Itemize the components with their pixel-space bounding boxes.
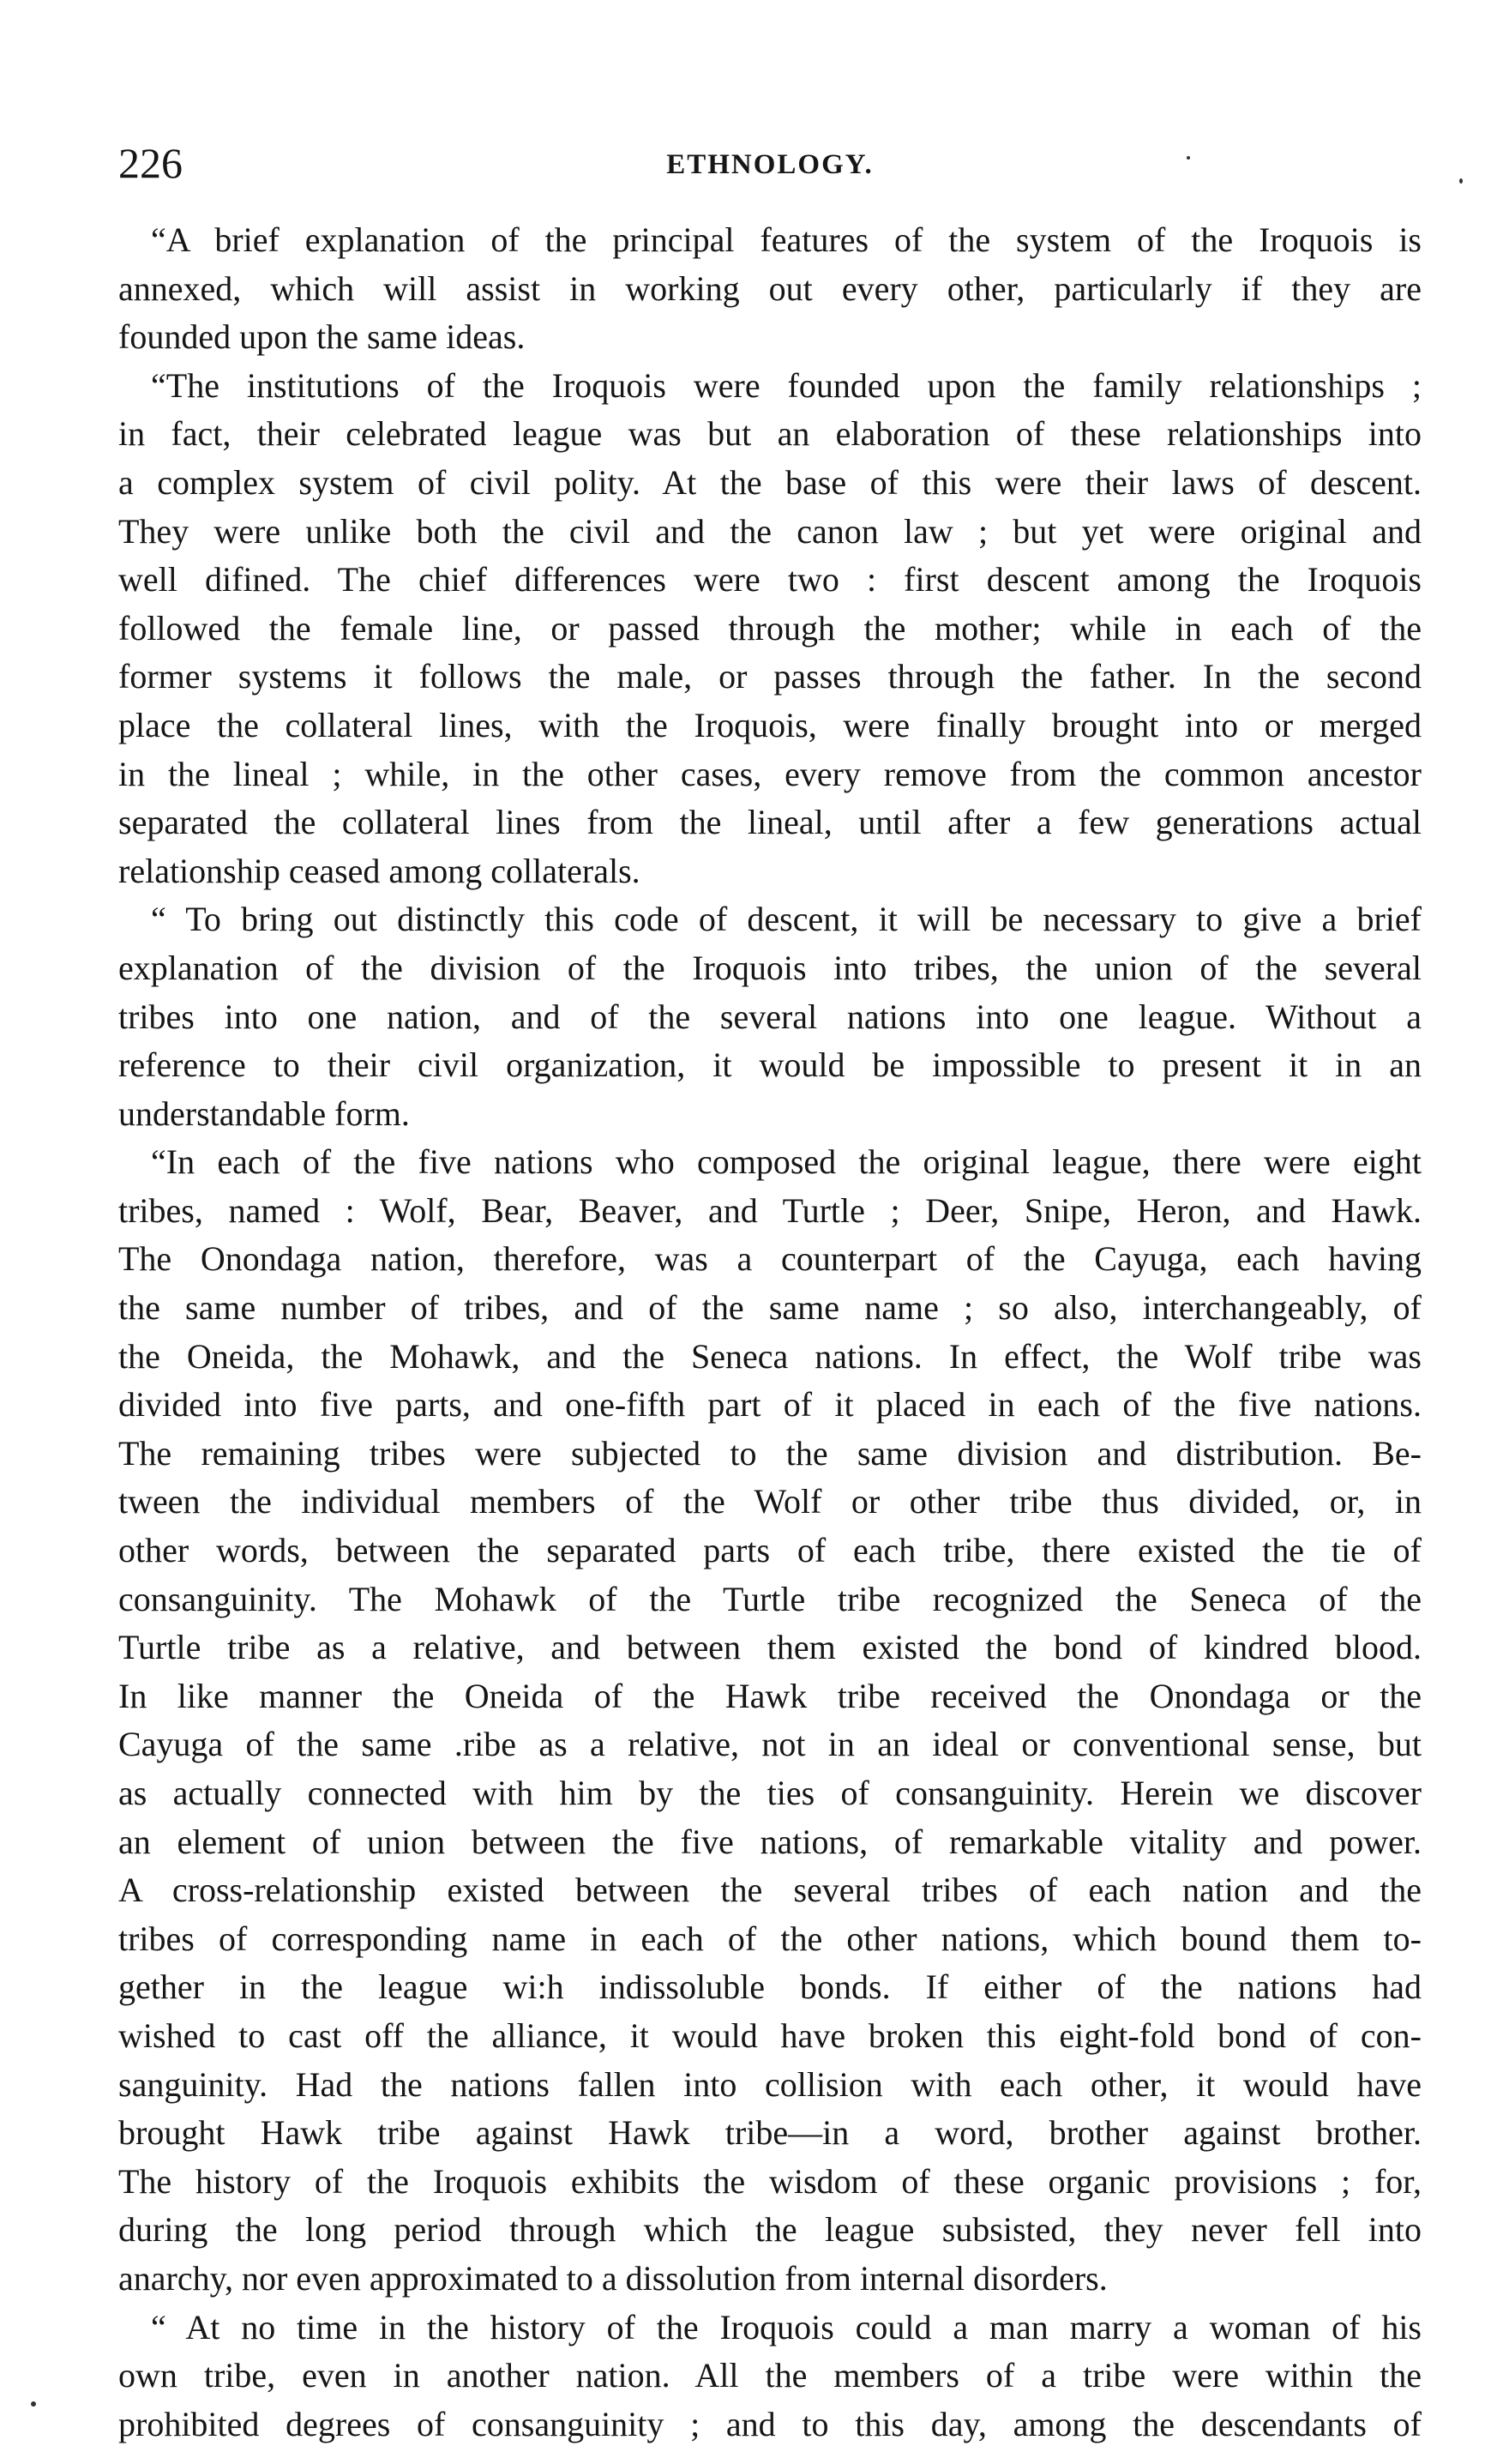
paragraph bbox=[118, 2304, 1422, 2449]
text-line: tribes, named : Wolf, Bear, Beaver, and Turtle ; Deer, Snipe, Heron, and Hawk. bbox=[118, 1190, 1422, 1230]
text-line: followed the female line, or passed through the mother; while in each of the bbox=[118, 608, 1422, 648]
text-line: understandable form. bbox=[118, 1093, 410, 1133]
text-line: in the lineal ; while, in the other cases, every remove from the common ancestor bbox=[118, 754, 1422, 793]
text-line: The remaining tribes were subjected to the same division and distribution. Be- bbox=[118, 1433, 1422, 1473]
text-line: place the collateral lines, with the Iroquois, were finally brought into or merged bbox=[118, 705, 1422, 744]
speck-margin-right bbox=[1459, 178, 1463, 184]
text-line: relationship ceased among collaterals. bbox=[118, 851, 640, 890]
text-line: sanguinity. Had the nations fallen into collision with each other, it would have bbox=[118, 2064, 1422, 2104]
text-line: as actually connected with him by the ties of consanguinity. Herein we discover bbox=[118, 1774, 1422, 1812]
text-line: the same number of tribes, and of the same name ; so also, interchangeably, of bbox=[118, 1288, 1422, 1328]
text-line: other words, between the separated parts of each tribe, there existed the tie of bbox=[118, 1531, 1422, 1570]
text-line: divided into five parts, and one-fifth part of it placed in each of the five nations. bbox=[118, 1385, 1422, 1425]
text-line: well difined. The chief differences were two : first descent among the Iroquois bbox=[118, 560, 1422, 599]
text-line: wished to cast off the alliance, it would have broken this eight-fold bond of con- bbox=[118, 2015, 1422, 2055]
speck-margin-left bbox=[31, 2401, 36, 2407]
text-line: gether in the league wi:h indissoluble bonds. If either of the nations had bbox=[118, 1967, 1422, 2007]
paragraph bbox=[118, 895, 1422, 1138]
text-line: “In each of the five nations who composed the original league, there were eight bbox=[151, 1142, 1422, 1182]
text-line: former systems it follows the male, or passes through the father. In the second bbox=[118, 657, 1422, 696]
text-line: “The institutions of the Iroquois were founded upon the family relationships ; bbox=[151, 365, 1422, 405]
text-line: founded upon the same ideas. bbox=[118, 317, 526, 357]
running-head: ETHNOLOGY. bbox=[666, 149, 874, 180]
paragraph bbox=[118, 1138, 1422, 2303]
text-line: explanation of the division of the Iroquois into tribes, the union of the several bbox=[118, 948, 1422, 987]
text-line: Turtle tribe as a relative, and between them existed the bond of kindred blood. bbox=[118, 1628, 1422, 1667]
text-line: reference to their civil organization, it would be impossible to present it in an bbox=[118, 1045, 1422, 1085]
text-line: They were unlike both the civil and the canon law ; but yet were original and bbox=[118, 511, 1422, 551]
text-line: own tribe, even in another nation. All the members of a tribe were within the bbox=[118, 2356, 1422, 2395]
paragraph bbox=[118, 362, 1422, 896]
text-line: brought Hawk tribe against Hawk tribe—in a word, brother against brother. bbox=[118, 2113, 1422, 2153]
text-line: an element of union between the five nations, of remarkable vitality and power. bbox=[118, 1822, 1422, 1861]
text-line: anarchy, nor even approximated to a dissolution from internal disorders. bbox=[118, 2258, 1108, 2298]
text-line: annexed, which will assist in working out every other, particularly if they are bbox=[118, 268, 1422, 308]
speck-top-right bbox=[1187, 156, 1190, 160]
text-line: “ To bring out distinctly this code of descent, it will be necessary to give a brief bbox=[151, 900, 1422, 939]
text-line: tribes into one nation, and of the several nations into one league. Without a bbox=[118, 997, 1422, 1036]
text-line: Cayuga of the same .ribe as a relative, not in an ideal or conventional sense, but bbox=[118, 1725, 1422, 1764]
text-line: prohibited degrees of consanguinity ; and to this day, among the descendants of bbox=[118, 2404, 1422, 2443]
text-line: consanguinity. The Mohawk of the Turtle tribe recognized the Seneca of the bbox=[118, 1579, 1422, 1618]
text-line: the Oneida, the Mohawk, and the Seneca nations. In effect, the Wolf tribe was bbox=[118, 1336, 1422, 1376]
text-line: The history of the Iroquois exhibits the wisdom of these organic provisions ; for, bbox=[118, 2161, 1422, 2201]
text-line: tribes of corresponding name in each of the other nations, which bound them to- bbox=[118, 1919, 1422, 1958]
text-line: in fact, their celebrated league was but an elaboration of these relationships into bbox=[118, 414, 1422, 454]
page-header bbox=[118, 137, 1422, 189]
paragraph bbox=[118, 216, 1422, 362]
text-line: “ At no time in the history of the Iroquois could a man marry a woman of his bbox=[151, 2307, 1422, 2347]
text-line: A cross-relationship existed between the several tribes of each nation and the bbox=[118, 1871, 1422, 1910]
page-number: 226 bbox=[118, 139, 183, 187]
text-line: during the long period through which the league subsisted, they never fell into bbox=[118, 2210, 1422, 2250]
text-line: In like manner the Oneida of the Hawk tribe received the Onondaga or the bbox=[118, 1676, 1422, 1715]
text-line: The Onondaga nation, therefore, was a counterpart of the Cayuga, each having bbox=[118, 1239, 1422, 1279]
body-text bbox=[118, 216, 1422, 2449]
text-line: a complex system of civil polity. At the base of this were their laws of descent. bbox=[118, 462, 1422, 502]
text-line: tween the individual members of the Wolf or other tribe thus divided, or, in bbox=[118, 1482, 1422, 1521]
text-line: separated the collateral lines from the lineal, until after a few generations actual bbox=[118, 803, 1422, 842]
text-line: “A brief explanation of the principal features of the system of the Iroquois is bbox=[151, 220, 1422, 259]
